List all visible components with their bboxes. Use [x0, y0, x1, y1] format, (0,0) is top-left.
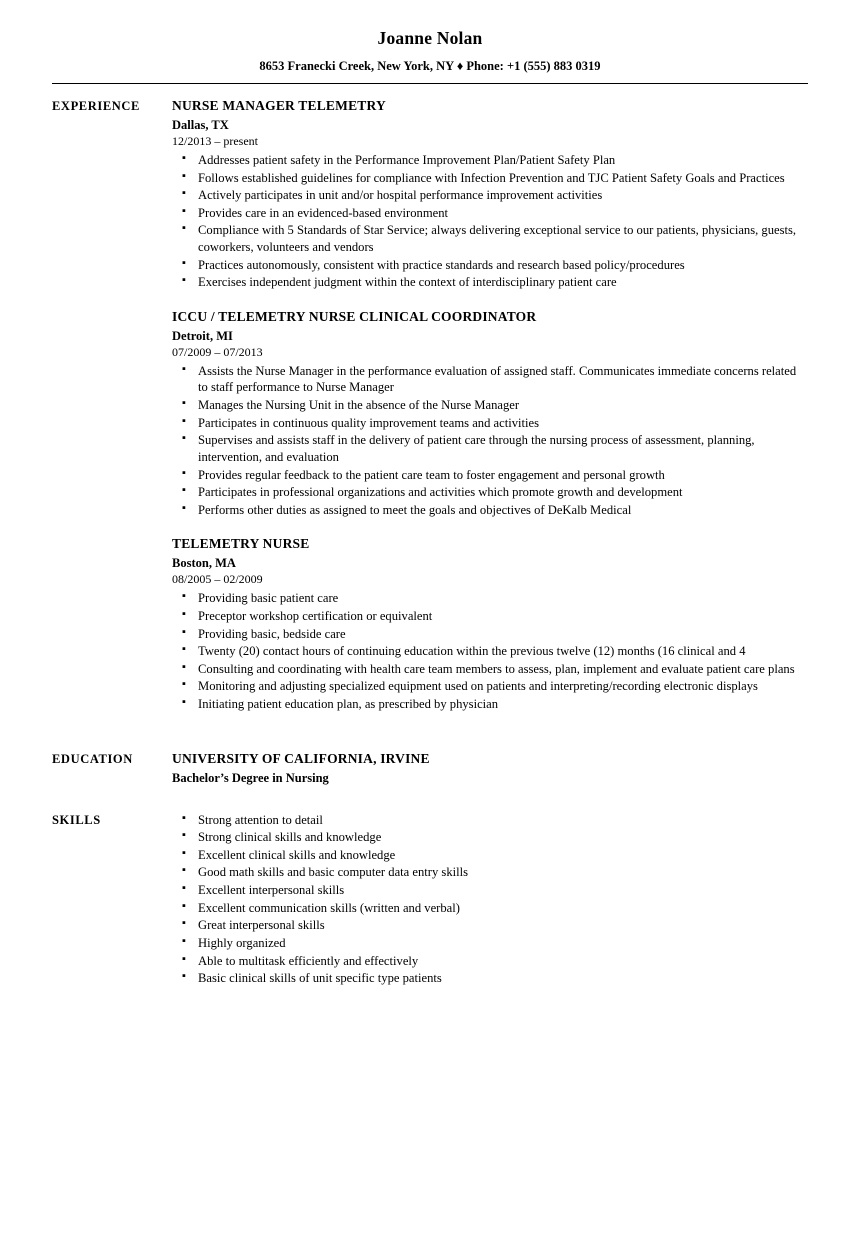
education-school: UNIVERSITY OF CALIFORNIA, IRVINE [172, 750, 430, 766]
list-item: ▪ Good math skills and basic computer data entry skills [172, 864, 808, 881]
skills-list [172, 812, 808, 987]
list-item: ▪ Consulting and coordinating with health care team members to assess, plan, implement and evaluate patient care plans [172, 661, 808, 678]
job-dates: 08/2005 – 02/2009 [172, 572, 263, 587]
education-section [52, 751, 808, 786]
job-bullets [172, 590, 808, 712]
list-item: ▪ Monitoring and adjusting specialized equipment used on patients and interpreting/recording electronic displays [172, 678, 808, 695]
list-item: ▪ Preceptor workshop certification or equivalent [172, 608, 808, 625]
skills-label: SKILLS [52, 812, 101, 827]
candidate-name: Joanne Nolan [377, 28, 483, 48]
list-item: ▪ Excellent clinical skills and knowledge [172, 847, 808, 864]
list-item: ▪ Supervises and assists staff in the delivery of patient care through the nursing process of assessment, planning, intervention, and evaluation [172, 432, 808, 465]
job-entry [172, 309, 808, 518]
list-item: ▪ Addresses patient safety in the Performance Improvement Plan/Patient Safety Plan [172, 152, 808, 169]
education-degree: Bachelor’s Degree in Nursing [172, 770, 329, 785]
list-item: ▪ Providing basic patient care [172, 590, 808, 607]
job-bullets [172, 363, 808, 518]
job-title: TELEMETRY NURSE [172, 536, 310, 552]
list-item: ▪ Highly organized [172, 935, 808, 952]
list-item: ▪ Excellent communication skills (written and verbal) [172, 900, 808, 917]
list-item: ▪ Strong attention to detail [172, 812, 808, 829]
list-item: ▪ Basic clinical skills of unit specific type patients [172, 970, 808, 987]
job-dates: 07/2009 – 07/2013 [172, 344, 263, 359]
experience-body [164, 98, 808, 731]
list-item: ▪ Actively participates in unit and/or hospital performance improvement activities [172, 187, 808, 204]
list-item: ▪ Manages the Nursing Unit in the absence of the Nurse Manager [172, 397, 808, 414]
job-entry [172, 536, 808, 712]
job-location: Detroit, MI [172, 328, 233, 343]
list-item: ▪ Twenty (20) contact hours of continuing education within the previous twelve (12) months (16 clinical and 4 [172, 643, 808, 660]
list-item: ▪ Providing basic, bedside care [172, 626, 808, 643]
list-item: ▪ Excellent interpersonal skills [172, 882, 808, 899]
list-item: ▪ Performs other duties as assigned to meet the goals and objectives of DeKalb Medical [172, 502, 808, 519]
header-divider [52, 83, 808, 84]
list-item: ▪ Follows established guidelines for compliance with Infection Prevention and TJC Patient Safety Goals and Practices [172, 170, 808, 187]
skills-section [52, 812, 808, 988]
job-title: NURSE MANAGER TELEMETRY [172, 98, 386, 113]
list-item: ▪ Able to multitask efficiently and effectively [172, 953, 808, 970]
experience-section [52, 98, 808, 731]
contact-line: 8653 Franecki Creek, New York, NY ♦ Phone: +1 (555) 883 0319 [259, 59, 601, 73]
job-title: ICCU / TELEMETRY NURSE CLINICAL COORDINATOR [172, 308, 537, 324]
education-label: EDUCATION [52, 751, 133, 766]
job-entry [172, 98, 808, 291]
list-item: ▪ Compliance with 5 Standards of Star Service; always delivering exceptional service to our patients, physicians, guests, coworkers, volunteers and vendors [172, 222, 808, 255]
job-location: Dallas, TX [172, 118, 229, 132]
skills-body [164, 812, 808, 988]
list-item: ▪ Exercises independent judgment within the context of interdisciplinary patient care [172, 274, 808, 291]
list-item: ▪ Practices autonomously, consistent with practice standards and research based policy/procedures [172, 257, 808, 274]
list-item: ▪ Provides regular feedback to the patient care team to foster engagement and personal growth [172, 467, 808, 484]
list-item: ▪ Participates in professional organizations and activities which promote growth and development [172, 484, 808, 501]
list-item: ▪ Assists the Nurse Manager in the performance evaluation of assigned staff. Communicates immediate concerns related to staff performance to Nurse Manager [172, 363, 808, 396]
list-item: ▪ Provides care in an evidenced-based environment [172, 205, 808, 222]
job-bullets [172, 152, 808, 291]
education-body [164, 751, 808, 786]
list-item: ▪ Strong clinical skills and knowledge [172, 829, 808, 846]
experience-label: EXPERIENCE [52, 99, 140, 113]
list-item: ▪ Great interpersonal skills [172, 917, 808, 934]
list-item: ▪ Initiating patient education plan, as prescribed by physician [172, 696, 808, 713]
list-item: ▪ Participates in continuous quality improvement teams and activities [172, 415, 808, 432]
job-location: Boston, MA [172, 556, 236, 571]
job-dates: 12/2013 – present [172, 134, 258, 148]
